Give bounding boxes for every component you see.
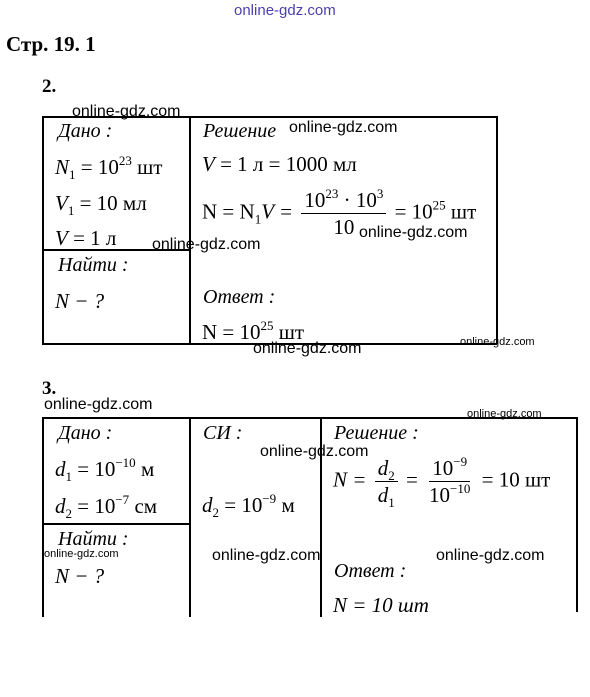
given-d2: $d_2 = 10^{-7}$ см: [55, 492, 158, 521]
given-n1: $N_1 = 10^{23}$ шт: [55, 153, 163, 182]
find-label: Найти :: [58, 254, 129, 276]
find-value: N − ?: [55, 564, 105, 588]
watermark: online-gdz.com: [359, 224, 468, 241]
si-label: СИ :: [203, 422, 243, 444]
find-value: N − ?: [55, 289, 105, 313]
watermark: online-gdz.com: [460, 336, 535, 348]
given-v1: $V_1 = 10$ мл: [55, 191, 147, 218]
solution-label: Решение: [203, 120, 277, 142]
table2-right-border: [496, 116, 498, 344]
given-label: Дано :: [58, 120, 113, 142]
find-label: Найти :: [58, 528, 129, 550]
watermark: online-gdz.com: [44, 548, 119, 560]
watermark-top: online-gdz.com: [234, 2, 336, 19]
given-d1: $d_1 = 10^{-10}$ м: [55, 455, 155, 484]
table3-right-border: [576, 417, 578, 612]
answer-value: $N = 10^{25}$ шт: [202, 318, 305, 344]
watermark: online-gdz.com: [212, 547, 321, 564]
solution-line-2: $N = N_1V$ = $\frac{10^{23} \cdot 10^3}{10}$ = $10^{25}$ шт: [202, 186, 477, 240]
problem-3-number: 3.: [42, 378, 57, 399]
watermark: online-gdz.com: [72, 103, 181, 120]
problem-2-number: 2.: [42, 76, 57, 97]
watermark: online-gdz.com: [260, 443, 369, 460]
table2-left-border: [42, 116, 44, 344]
table3-given-find-separator: [42, 523, 190, 525]
si-d2: $d_2 = 10^{-9}$ м: [202, 491, 295, 520]
answer-value: N = 10 шт: [333, 593, 429, 617]
table3-left-border: [42, 417, 44, 617]
watermark: online-gdz.com: [253, 340, 362, 357]
page-label: Стр. 19. 1: [6, 32, 96, 56]
table2-divider: [189, 116, 191, 344]
watermark: online-gdz.com: [289, 119, 398, 136]
watermark: online-gdz.com: [467, 408, 542, 420]
solution-formula: N = $\frac{d_2}{d_1}$ = $\frac{10^{-9}}{10^{-10}}$ = 10 шт: [333, 454, 551, 511]
answer-label: Ответ :: [203, 286, 276, 308]
solution-line-1: V = 1 л = 1000 мл: [202, 152, 357, 176]
given-v: V = 1 л: [55, 226, 117, 250]
solution-label: Решение :: [334, 422, 419, 444]
watermark: online-gdz.com: [44, 396, 153, 413]
watermark: online-gdz.com: [436, 547, 545, 564]
watermark: online-gdz.com: [152, 236, 261, 253]
given-label: Дано :: [58, 422, 113, 444]
value-fraction: $\frac{10^{-9}}{10^{-10}}$: [429, 454, 471, 508]
solution-fraction: $\frac{10^{23} \cdot 10^3}{10}$: [301, 188, 386, 239]
answer-label: Ответ :: [334, 560, 407, 582]
table3-divider-1: [189, 417, 191, 617]
ratio-fraction: $\frac{d_2}{d_1}$: [375, 456, 398, 507]
